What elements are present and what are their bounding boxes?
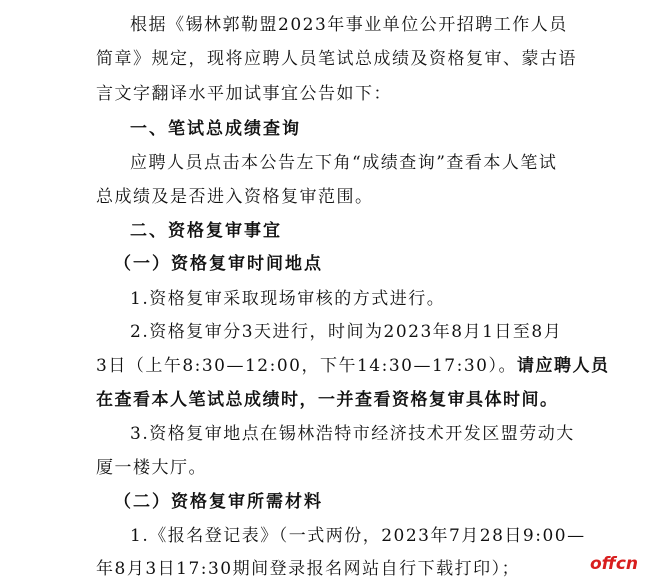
paragraph-line-1: 根据《锡林郭勒盟2023年事业单位公开招聘工作人员 — [130, 15, 568, 35]
offcn-watermark-logo: offcn — [589, 554, 638, 574]
subsection-heading-1: （一）资格复审时间地点 — [114, 254, 323, 274]
paragraph-line-2: 简章》规定，现将应聘人员笔试总成绩及资格复审、蒙古语 — [96, 49, 577, 69]
list-item-3: 3.资格复审地点在锡林浩特市经济技术开发区盟劳动大 — [130, 424, 575, 444]
section-heading-1: 一、笔试总成绩查询 — [130, 119, 301, 139]
notice-bold-1: 请应聘人员 — [516, 356, 610, 376]
paragraph-line-5: 总成绩及是否进入资格复审范围。 — [96, 187, 374, 207]
list-item-2: 2.资格复审分3天进行，时间为2023年8月1日至8月 — [130, 322, 563, 342]
notice-bold-2: 在查看本人笔试总成绩时，一并查看资格复审具体时间。 — [96, 390, 559, 410]
material-item-1-cont: 年8月3日17:30期间登录报名网站自行下载打印）； — [96, 559, 521, 579]
subsection-heading-2: （二）资格复审所需材料 — [114, 492, 323, 512]
list-item-2-cont — [96, 355, 610, 377]
paragraph-line-4: 应聘人员点击本公告左下角“成绩查询”查看本人笔试 — [130, 153, 558, 173]
time-text: 3日（上午8:30—12:00，下午14:30—17:30）。 — [96, 356, 517, 376]
section-heading-2: 二、资格复审事宜 — [130, 221, 282, 241]
list-item-3-cont: 厦一楼大厅。 — [96, 458, 207, 478]
material-item-1: 1.《报名登记表》（一式两份，2023年7月28日9:00— — [130, 526, 586, 546]
paragraph-line-3: 言文字翻译水平加试事宜公告如下： — [96, 84, 392, 104]
list-item-1: 1.资格复审采取现场审核的方式进行。 — [130, 289, 446, 309]
